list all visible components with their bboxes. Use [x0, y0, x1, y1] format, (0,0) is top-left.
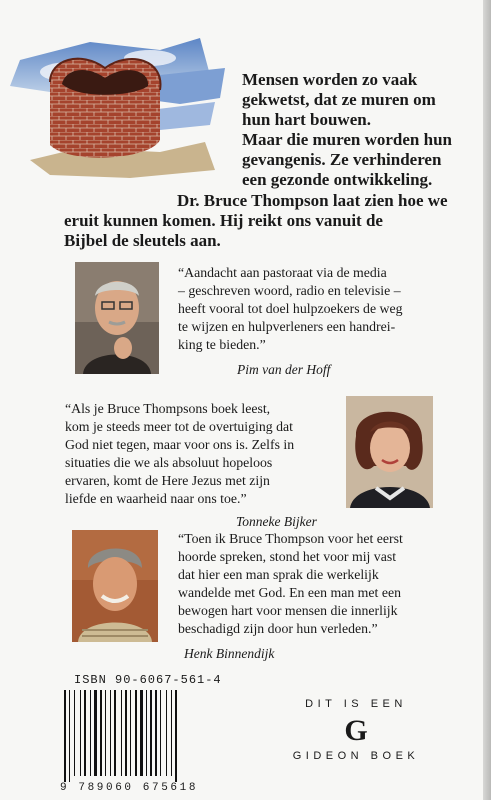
gideon-logo-icon: G	[344, 714, 368, 747]
intro-line: eruit kunnen komen. Hij reikt ons vanuit de	[64, 211, 383, 230]
barcode-bar	[121, 690, 122, 776]
page-edge	[483, 0, 491, 800]
barcode-bar	[166, 690, 167, 776]
quote-line: situaties die we als absoluut hopeloos	[65, 455, 273, 470]
quote-line: kom je steeds meer tot de overtuiging dat	[65, 419, 293, 434]
quote-line: God niet tegen, maar voor ons is. Zelfs in	[65, 437, 295, 452]
quote-henk	[178, 530, 403, 638]
quote-author-pim: Pim van der Hoff	[237, 362, 331, 377]
quote-line: ervaren, komt de Here Jezus met zijn	[65, 473, 270, 488]
barcode-digits: 9 789060 675618	[60, 782, 199, 794]
quote-line: king te bieden.”	[178, 337, 266, 352]
barcode-bar	[84, 690, 86, 776]
barcode-bar	[105, 690, 106, 776]
barcode	[62, 690, 182, 782]
intro-line: Mensen worden zo vaak	[242, 70, 418, 89]
quote-line: “Aandacht aan pastoraat via de media	[178, 265, 387, 280]
barcode-bar	[171, 690, 172, 776]
barcode-bar	[90, 690, 91, 776]
quote-line: te wijzen en hulpverleners een handrei-	[178, 319, 396, 334]
barcode-bar	[140, 690, 143, 776]
barcode-bar	[74, 690, 75, 776]
barcode-bar	[125, 690, 127, 776]
barcode-bar	[150, 690, 152, 776]
quote-line: – geschreven woord, radio en televisie –	[178, 283, 401, 298]
quote-line: bewogen hart voor mensen die innerlijk	[178, 603, 398, 618]
barcode-bar	[100, 690, 102, 776]
barcode-bar	[110, 690, 111, 776]
publisher-tagline-bottom: GIDEON BOEK	[292, 750, 420, 762]
barcode-bar	[94, 690, 97, 776]
intro-line: Bijbel de sleutels aan.	[64, 231, 221, 250]
intro-line: Dr. Bruce Thompson laat zien hoe we	[177, 191, 448, 210]
intro-line: een gezonde ontwikkeling.	[242, 170, 433, 189]
quote-line: dat hier een man sprak die werkelijk	[178, 567, 379, 582]
intro-line: gekwetst, dat ze muren om	[242, 90, 436, 109]
quote-line: heeft vooral tot doel hulpzoekers de weg	[178, 301, 403, 316]
barcode-bar	[146, 690, 147, 776]
quote-line: liefde en waarheid naar ons toe.”	[65, 491, 247, 506]
quote-pim	[178, 264, 403, 354]
barcode-bar	[135, 690, 137, 776]
barcode-bar	[64, 690, 66, 782]
barcode-bar	[130, 690, 131, 776]
isbn-number: ISBN 90-6067-561-4	[74, 673, 222, 687]
quote-line: “Toen ik Bruce Thompson voor het eerst	[178, 531, 403, 546]
quote-line: hoorde spreken, stond het voor mij vast	[178, 549, 397, 564]
author-photo-tonneke	[346, 396, 433, 508]
intro-line: gevangenis. Ze verhinderen	[242, 150, 442, 169]
barcode-bar	[80, 690, 81, 776]
quote-author-henk: Henk Binnendijk	[184, 646, 275, 661]
quote-line: beschadigd zijn door hun verleden.”	[178, 621, 378, 636]
barcode-bar	[175, 690, 177, 782]
barcode-bar	[114, 690, 116, 776]
quote-author-tonneke: Tonneke Bijker	[236, 514, 317, 529]
intro-line: hun hart bouwen.	[242, 110, 371, 129]
quote-line: wandelde met God. En een man met een	[178, 585, 401, 600]
publisher-mark	[276, 698, 436, 762]
intro-line: Maar die muren worden hun	[242, 130, 453, 149]
publisher-tagline-top: DIT IS EEN	[305, 698, 407, 710]
quote-line: “Als je Bruce Thompsons boek leest,	[65, 401, 271, 416]
barcode-bar	[160, 690, 161, 776]
author-photo-henk	[72, 530, 158, 642]
intro-text	[0, 0, 480, 260]
barcode-bar	[69, 690, 70, 782]
quote-tonneke	[65, 400, 294, 508]
barcode-bar	[155, 690, 157, 776]
author-photo-pim	[75, 262, 159, 374]
